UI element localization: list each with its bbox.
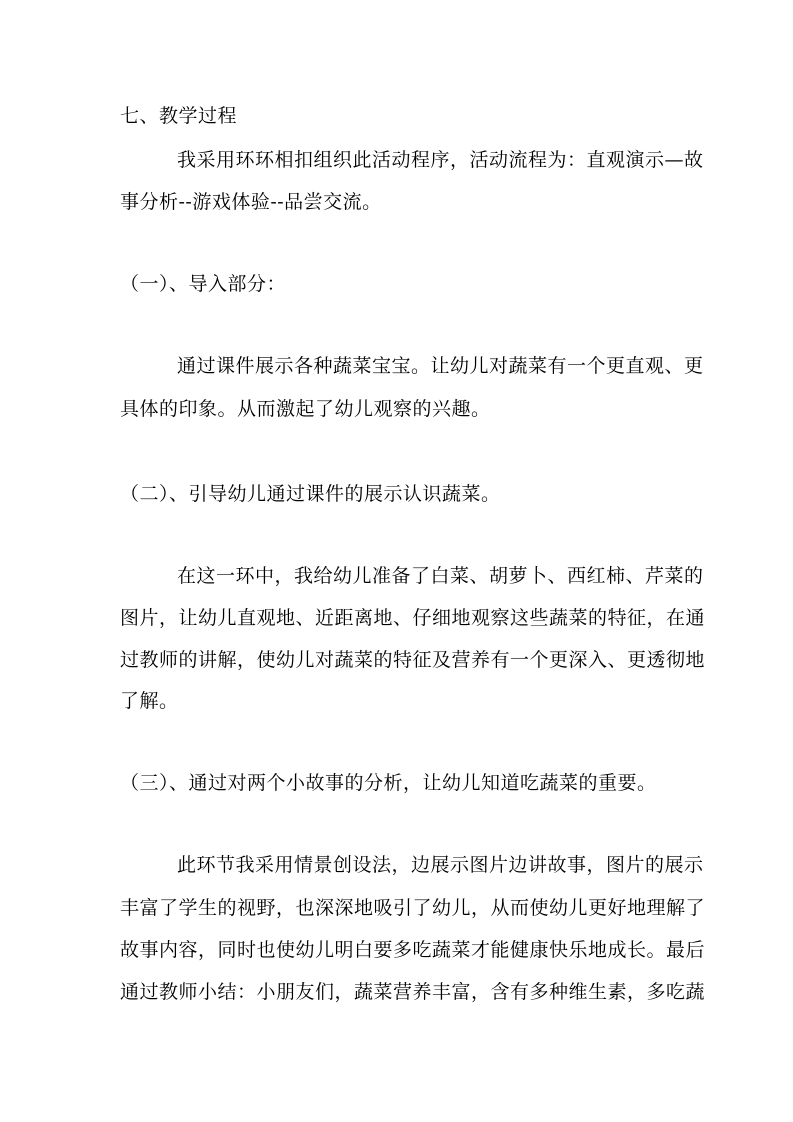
part2-line-3: 过教师的讲解，使幼儿对蔬菜的特征及营养有一个更深入、更透彻地 — [120, 649, 706, 671]
part1-line-1: 通过课件展示各种蔬菜宝宝。让幼儿对蔬菜有一个更直观、更 — [177, 355, 704, 377]
part2-line-4: 了解。 — [120, 690, 179, 712]
part3-line-4: 通过教师小结：小朋友们，蔬菜营养丰富，含有多种维生素，多吃蔬 — [120, 981, 706, 1003]
section-title: 七、教学过程 — [120, 105, 238, 127]
part2-heading: （二）、引导幼儿通过课件的展示认识蔬菜。 — [120, 483, 501, 505]
intro-line-2: 事分析--游戏体验--品尝交流。 — [120, 191, 382, 213]
part2-line-1: 在这一环中，我给幼儿准备了白菜、胡萝卜、西红柿、芹菜的 — [177, 565, 704, 587]
part3-line-2: 丰富了学生的视野，也深深地吸引了幼儿，从而使幼儿更好地理解了 — [120, 897, 706, 919]
part3-line-1: 此环节我采用情景创设法，边展示图片边讲故事，图片的展示 — [177, 854, 704, 876]
part3-line-3: 故事内容，同时也使幼儿明白要多吃蔬菜才能健康快乐地成长。最后 — [120, 939, 706, 961]
part3-heading: （三）、通过对两个小故事的分析，让幼儿知道吃蔬菜的重要。 — [120, 772, 657, 794]
part1-heading: （一）、导入部分： — [120, 273, 287, 295]
part2-line-2: 图片，让幼儿直观地、近距离地、仔细地观察这些蔬菜的特征，在通 — [120, 607, 706, 629]
part1-line-2: 具体的印象。从而激起了幼儿观察的兴趣。 — [120, 398, 491, 420]
intro-line-1: 我采用环环相扣组织此活动程序，活动流程为：直观演示—故 — [177, 149, 704, 171]
